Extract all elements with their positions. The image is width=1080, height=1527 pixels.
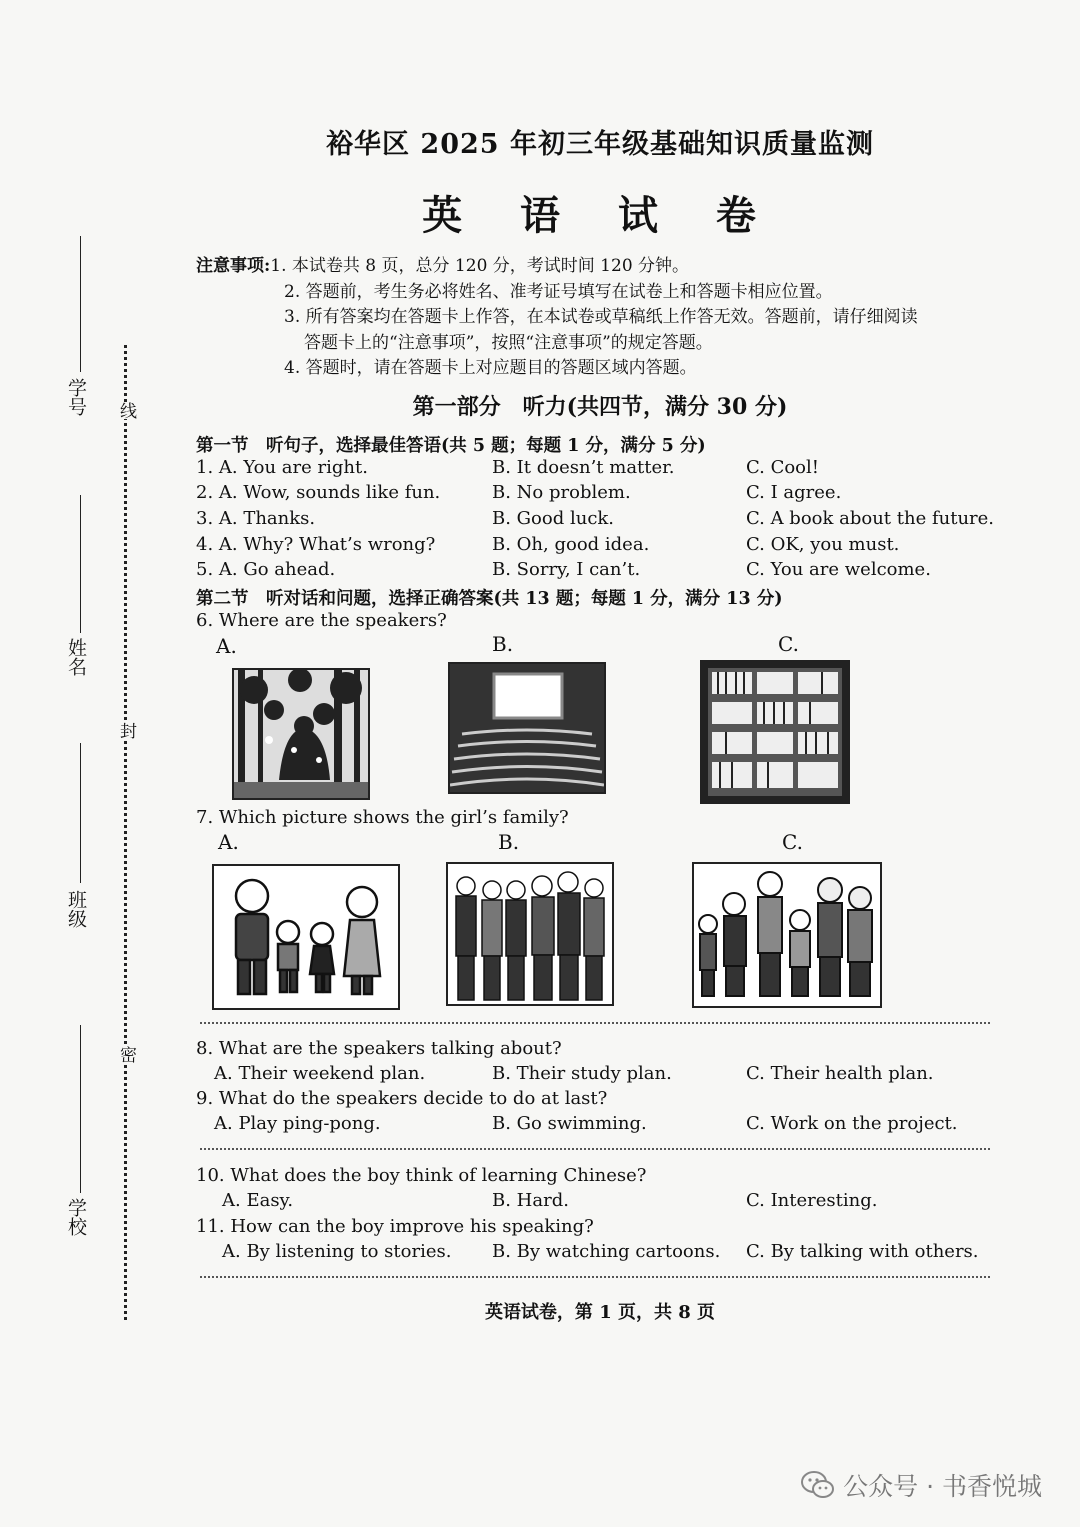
- school-field[interactable]: [80, 1025, 81, 1193]
- q5-option-b: B. Sorry, I can’t.: [492, 559, 641, 580]
- q1-option-a: 1. A. You are right.: [196, 457, 368, 478]
- seal-line-label: 线: [114, 402, 139, 419]
- student-number-field[interactable]: [80, 236, 81, 372]
- divider-1: [200, 1022, 990, 1024]
- q8-option-c: C. Their health plan.: [746, 1063, 934, 1084]
- q4-option-a: 4. A. Why? What’s wrong?: [196, 534, 436, 555]
- divider-3: [200, 1276, 990, 1278]
- q2-option-a: 2. A. Wow, sounds like fun.: [196, 482, 441, 503]
- note-2: 2. 答题前，考生务必将姓名、准考证号填写在试卷上和答题卡相应位置。: [284, 281, 833, 302]
- q10-text: 10. What does the boy think of learning Chinese?: [196, 1165, 647, 1186]
- seal-secret-label: 密: [114, 1046, 139, 1063]
- q2-option-b: B. No problem.: [492, 482, 631, 503]
- q2-option-c: C. I agree.: [746, 482, 842, 503]
- q6-picture-forest: [232, 668, 370, 800]
- q7-label-a: A.: [218, 830, 239, 854]
- q8-option-b: B. Their study plan.: [492, 1063, 672, 1084]
- watermark: [801, 1467, 1042, 1503]
- q8-text: 8. What are the speakers talking about?: [196, 1038, 562, 1059]
- q7-label-b: B.: [498, 830, 520, 854]
- q8-option-a: A. Their weekend plan.: [214, 1063, 426, 1084]
- class-field[interactable]: [80, 743, 81, 883]
- notes-label: 注意事项:: [196, 256, 271, 276]
- note-3-cont: 答题卡上的“注意事项”，按照“注意事项”的规定答题。: [304, 332, 713, 353]
- q6-text: 6. Where are the speakers?: [196, 610, 447, 631]
- q3-option-a: 3. A. Thanks.: [196, 508, 316, 529]
- note-4: 4. 答题时，请在答题卡上对应题目的答题区域内答题。: [284, 358, 697, 378]
- q3-option-b: B. Good luck.: [492, 508, 615, 529]
- q10-option-b: B. Hard.: [492, 1190, 569, 1211]
- name-label: 姓名: [65, 638, 87, 676]
- q9-option-a: A. Play ping-pong.: [214, 1113, 381, 1134]
- q11-option-b: B. By watching cartoons.: [492, 1241, 721, 1262]
- divider-2: [200, 1148, 990, 1150]
- q1-option-b: B. It doesn’t matter.: [492, 457, 675, 478]
- wechat-icon: [801, 1470, 835, 1500]
- watermark-text: 公众号 · 书香悦城: [843, 1472, 1042, 1501]
- q6-label-b: B.: [492, 632, 514, 656]
- q6-label-a: A.: [216, 634, 237, 658]
- q9-text: 9. What do the speakers decide to do at last?: [196, 1088, 608, 1109]
- q5-option-a: 5. A. Go ahead.: [196, 559, 336, 580]
- q5-option-c: C. You are welcome.: [746, 559, 931, 580]
- school-label: 学校: [65, 1198, 87, 1236]
- page-footer: 英语试卷，第 1 页，共 8 页: [484, 1302, 716, 1323]
- q11-option-a: A. By listening to stories.: [222, 1241, 452, 1262]
- q4-option-b: B. Oh, good idea.: [492, 534, 650, 555]
- q10-option-a: A. Easy.: [222, 1190, 294, 1211]
- notes-block: [196, 254, 918, 382]
- q7-label-c: C.: [782, 830, 803, 854]
- seal-seal-label: 封: [114, 722, 139, 739]
- exam-title: 裕华区 2025 年初三年级基础知识质量监测: [326, 129, 874, 160]
- q11-text: 11. How can the boy improve his speaking?: [196, 1216, 594, 1237]
- part1-title: 第一部分 听力(共四节，满分 30 分): [412, 394, 788, 420]
- q7-picture-big-family: [692, 862, 882, 1008]
- seal-dotted-line: [124, 345, 127, 1320]
- q6-label-c: C.: [778, 632, 799, 656]
- q7-picture-family-four: [212, 864, 400, 1010]
- q7-text: 7. Which picture shows the girl’s family?: [196, 807, 569, 828]
- name-field[interactable]: [80, 495, 81, 633]
- note-1: 注意事项:1. 本试卷共 8 页，总分 120 分，考试时间 120 分钟。: [196, 256, 690, 276]
- q6-picture-cinema: [448, 662, 606, 794]
- q3-option-c: C. A book about the future.: [746, 508, 995, 529]
- q9-option-b: B. Go swimming.: [492, 1113, 647, 1134]
- q4-option-c: C. OK, you must.: [746, 534, 900, 555]
- section1-title: 第一节 听句子，选择最佳答语(共 5 题；每题 1 分，满分 5 分): [196, 436, 706, 456]
- class-label: 班级: [65, 890, 87, 928]
- q1-option-c: C. Cool!: [746, 457, 820, 478]
- q10-option-c: C. Interesting.: [746, 1190, 878, 1211]
- note-3: 3. 所有答案均在答题卡上作答，在本试卷或草稿纸上作答无效。答题前，请仔细阅读: [284, 307, 918, 327]
- section2-title: 第二节 听对话和问题，选择正确答案(共 13 题；每题 1 分，满分 13 分): [196, 589, 783, 609]
- q7-picture-adults: [446, 862, 614, 1006]
- q9-option-c: C. Work on the project.: [746, 1113, 958, 1134]
- exam-subtitle: 英 语 试 卷: [422, 192, 778, 239]
- q11-option-c: C. By talking with others.: [746, 1241, 979, 1262]
- student-number-label: 学号: [65, 378, 87, 416]
- q6-picture-library: [700, 660, 850, 804]
